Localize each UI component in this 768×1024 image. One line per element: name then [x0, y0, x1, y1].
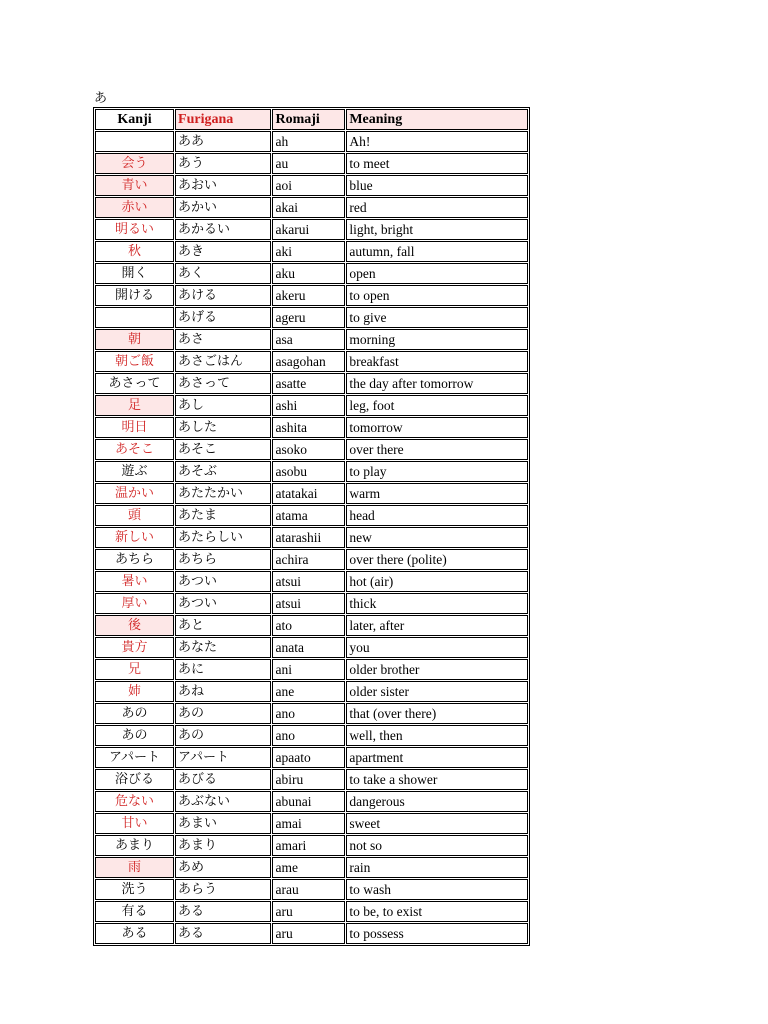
- romaji-cell: asa: [272, 329, 345, 350]
- table-row: [95, 703, 528, 724]
- meaning-cell: light, bright: [346, 219, 528, 240]
- romaji-cell: abunai: [272, 791, 345, 812]
- furigana-cell: ある: [175, 923, 271, 944]
- romaji-cell: ame: [272, 857, 345, 878]
- table-header-row: [95, 109, 528, 130]
- table-row: [95, 659, 528, 680]
- meaning-cell: to take a shower: [346, 769, 528, 790]
- table-row: [95, 637, 528, 658]
- furigana-cell: あね: [175, 681, 271, 702]
- furigana-cell: あつい: [175, 571, 271, 592]
- romaji-cell: akeru: [272, 285, 345, 306]
- kanji-cell: 姉: [95, 681, 174, 702]
- table-row: [95, 923, 528, 944]
- furigana-cell: あらう: [175, 879, 271, 900]
- romaji-cell: atama: [272, 505, 345, 526]
- furigana-cell: あつい: [175, 593, 271, 614]
- meaning-cell: rain: [346, 857, 528, 878]
- romaji-cell: ageru: [272, 307, 345, 328]
- kanji-cell: 朝: [95, 329, 174, 350]
- romaji-cell: asobu: [272, 461, 345, 482]
- furigana-cell: あまい: [175, 813, 271, 834]
- kanji-cell: 温かい: [95, 483, 174, 504]
- furigana-cell: あした: [175, 417, 271, 438]
- furigana-cell: あちら: [175, 549, 271, 570]
- kanji-cell: 有る: [95, 901, 174, 922]
- kanji-cell: あそこ: [95, 439, 174, 460]
- furigana-cell: あける: [175, 285, 271, 306]
- romaji-cell: atsui: [272, 571, 345, 592]
- furigana-cell: あかるい: [175, 219, 271, 240]
- furigana-cell: あたま: [175, 505, 271, 526]
- meaning-cell: to play: [346, 461, 528, 482]
- kanji-cell: 青い: [95, 175, 174, 196]
- table-row: [95, 395, 528, 416]
- furigana-cell: あかい: [175, 197, 271, 218]
- romaji-cell: anata: [272, 637, 345, 658]
- kanji-cell: 甘い: [95, 813, 174, 834]
- meaning-cell: to open: [346, 285, 528, 306]
- kanji-cell: 会う: [95, 153, 174, 174]
- furigana-cell: あの: [175, 703, 271, 724]
- table-row: [95, 373, 528, 394]
- table-row: [95, 747, 528, 768]
- romaji-cell: au: [272, 153, 345, 174]
- kanji-cell: 暑い: [95, 571, 174, 592]
- furigana-cell: あし: [175, 395, 271, 416]
- furigana-cell: あさごはん: [175, 351, 271, 372]
- table-row: [95, 725, 528, 746]
- meaning-cell: warm: [346, 483, 528, 504]
- header-furigana: Furigana: [175, 109, 271, 130]
- furigana-cell: あと: [175, 615, 271, 636]
- romaji-cell: ano: [272, 725, 345, 746]
- kanji-cell: 洗う: [95, 879, 174, 900]
- kanji-cell: [95, 307, 174, 328]
- meaning-cell: leg, foot: [346, 395, 528, 416]
- table-row: [95, 879, 528, 900]
- kanji-cell: 開ける: [95, 285, 174, 306]
- table-row: [95, 307, 528, 328]
- table-row: [95, 571, 528, 592]
- meaning-cell: that (over there): [346, 703, 528, 724]
- table-row: [95, 857, 528, 878]
- romaji-cell: apaato: [272, 747, 345, 768]
- romaji-cell: ashi: [272, 395, 345, 416]
- table-row: [95, 901, 528, 922]
- romaji-cell: aru: [272, 923, 345, 944]
- kanji-cell: 秋: [95, 241, 174, 262]
- furigana-cell: あおい: [175, 175, 271, 196]
- table-row: [95, 285, 528, 306]
- kanji-cell: 雨: [95, 857, 174, 878]
- romaji-cell: atsui: [272, 593, 345, 614]
- kanji-cell: あちら: [95, 549, 174, 570]
- table-row: [95, 131, 528, 152]
- furigana-cell: あさって: [175, 373, 271, 394]
- romaji-cell: aku: [272, 263, 345, 284]
- table-row: [95, 769, 528, 790]
- kanji-cell: 浴びる: [95, 769, 174, 790]
- kanji-cell: 明るい: [95, 219, 174, 240]
- romaji-cell: asagohan: [272, 351, 345, 372]
- meaning-cell: older sister: [346, 681, 528, 702]
- furigana-cell: ある: [175, 901, 271, 922]
- romaji-cell: ashita: [272, 417, 345, 438]
- romaji-cell: abiru: [272, 769, 345, 790]
- meaning-cell: autumn, fall: [346, 241, 528, 262]
- romaji-cell: ato: [272, 615, 345, 636]
- meaning-cell: to meet: [346, 153, 528, 174]
- meaning-cell: over there (polite): [346, 549, 528, 570]
- furigana-cell: アパート: [175, 747, 271, 768]
- kanji-cell: 足: [95, 395, 174, 416]
- romaji-cell: achira: [272, 549, 345, 570]
- meaning-cell: thick: [346, 593, 528, 614]
- meaning-cell: to give: [346, 307, 528, 328]
- table-row: [95, 219, 528, 240]
- meaning-cell: tomorrow: [346, 417, 528, 438]
- kanji-cell: 遊ぶ: [95, 461, 174, 482]
- furigana-cell: あめ: [175, 857, 271, 878]
- header-meaning: Meaning: [346, 109, 528, 130]
- table-row: [95, 439, 528, 460]
- meaning-cell: open: [346, 263, 528, 284]
- meaning-cell: head: [346, 505, 528, 526]
- meaning-cell: not so: [346, 835, 528, 856]
- meaning-cell: blue: [346, 175, 528, 196]
- meaning-cell: over there: [346, 439, 528, 460]
- kanji-cell: あの: [95, 703, 174, 724]
- table-row: [95, 153, 528, 174]
- table-row: [95, 791, 528, 812]
- kanji-cell: 明日: [95, 417, 174, 438]
- table-row: [95, 263, 528, 284]
- kanji-cell: 厚い: [95, 593, 174, 614]
- romaji-cell: asatte: [272, 373, 345, 394]
- romaji-cell: atatakai: [272, 483, 345, 504]
- romaji-cell: ani: [272, 659, 345, 680]
- kanji-cell: あの: [95, 725, 174, 746]
- table-row: [95, 813, 528, 834]
- kanji-cell: アパート: [95, 747, 174, 768]
- meaning-cell: morning: [346, 329, 528, 350]
- table-row: [95, 483, 528, 504]
- kanji-cell: 頭: [95, 505, 174, 526]
- table-row: [95, 351, 528, 372]
- furigana-cell: あぶない: [175, 791, 271, 812]
- furigana-cell: あう: [175, 153, 271, 174]
- kanji-cell: 新しい: [95, 527, 174, 548]
- kanji-cell: 開く: [95, 263, 174, 284]
- furigana-cell: あく: [175, 263, 271, 284]
- furigana-cell: あそこ: [175, 439, 271, 460]
- meaning-cell: Ah!: [346, 131, 528, 152]
- furigana-cell: あまり: [175, 835, 271, 856]
- kanji-cell: 赤い: [95, 197, 174, 218]
- romaji-cell: aru: [272, 901, 345, 922]
- meaning-cell: apartment: [346, 747, 528, 768]
- furigana-cell: あさ: [175, 329, 271, 350]
- meaning-cell: dangerous: [346, 791, 528, 812]
- romaji-cell: akai: [272, 197, 345, 218]
- furigana-cell: あき: [175, 241, 271, 262]
- table-row: [95, 461, 528, 482]
- meaning-cell: to be, to exist: [346, 901, 528, 922]
- table-row: [95, 197, 528, 218]
- table-row: [95, 505, 528, 526]
- romaji-cell: atarashii: [272, 527, 345, 548]
- kanji-cell: 危ない: [95, 791, 174, 812]
- table-row: [95, 835, 528, 856]
- table-row: [95, 527, 528, 548]
- header-romaji: Romaji: [272, 109, 345, 130]
- header-kanji: Kanji: [95, 109, 174, 130]
- meaning-cell: later, after: [346, 615, 528, 636]
- table-row: [95, 549, 528, 570]
- meaning-cell: well, then: [346, 725, 528, 746]
- kanji-cell: 貴方: [95, 637, 174, 658]
- romaji-cell: arau: [272, 879, 345, 900]
- meaning-cell: you: [346, 637, 528, 658]
- meaning-cell: to wash: [346, 879, 528, 900]
- meaning-cell: breakfast: [346, 351, 528, 372]
- furigana-cell: あなた: [175, 637, 271, 658]
- romaji-cell: ane: [272, 681, 345, 702]
- table-row: [95, 417, 528, 438]
- furigana-cell: あげる: [175, 307, 271, 328]
- furigana-cell: あに: [175, 659, 271, 680]
- kanji-cell: 後: [95, 615, 174, 636]
- romaji-cell: amari: [272, 835, 345, 856]
- furigana-cell: あたたかい: [175, 483, 271, 504]
- table-row: [95, 329, 528, 350]
- kanji-cell: ある: [95, 923, 174, 944]
- table-row: [95, 681, 528, 702]
- meaning-cell: older brother: [346, 659, 528, 680]
- romaji-cell: amai: [272, 813, 345, 834]
- meaning-cell: red: [346, 197, 528, 218]
- romaji-cell: aki: [272, 241, 345, 262]
- table-row: [95, 593, 528, 614]
- table-row: [95, 175, 528, 196]
- furigana-cell: あびる: [175, 769, 271, 790]
- meaning-cell: sweet: [346, 813, 528, 834]
- furigana-cell: あそぶ: [175, 461, 271, 482]
- romaji-cell: ah: [272, 131, 345, 152]
- meaning-cell: new: [346, 527, 528, 548]
- kanji-cell: 朝ご飯: [95, 351, 174, 372]
- kanji-cell: 兄: [95, 659, 174, 680]
- table-body: [95, 131, 528, 944]
- romaji-cell: aoi: [272, 175, 345, 196]
- romaji-cell: ano: [272, 703, 345, 724]
- furigana-cell: あたらしい: [175, 527, 271, 548]
- furigana-cell: ああ: [175, 131, 271, 152]
- section-letter: あ: [94, 91, 108, 106]
- kanji-cell: あまり: [95, 835, 174, 856]
- meaning-cell: hot (air): [346, 571, 528, 592]
- meaning-cell: to possess: [346, 923, 528, 944]
- kanji-cell: あさって: [95, 373, 174, 394]
- meaning-cell: the day after tomorrow: [346, 373, 528, 394]
- romaji-cell: akarui: [272, 219, 345, 240]
- table-row: [95, 615, 528, 636]
- kanji-cell: [95, 131, 174, 152]
- vocabulary-table: [93, 107, 530, 946]
- romaji-cell: asoko: [272, 439, 345, 460]
- table-row: [95, 241, 528, 262]
- furigana-cell: あの: [175, 725, 271, 746]
